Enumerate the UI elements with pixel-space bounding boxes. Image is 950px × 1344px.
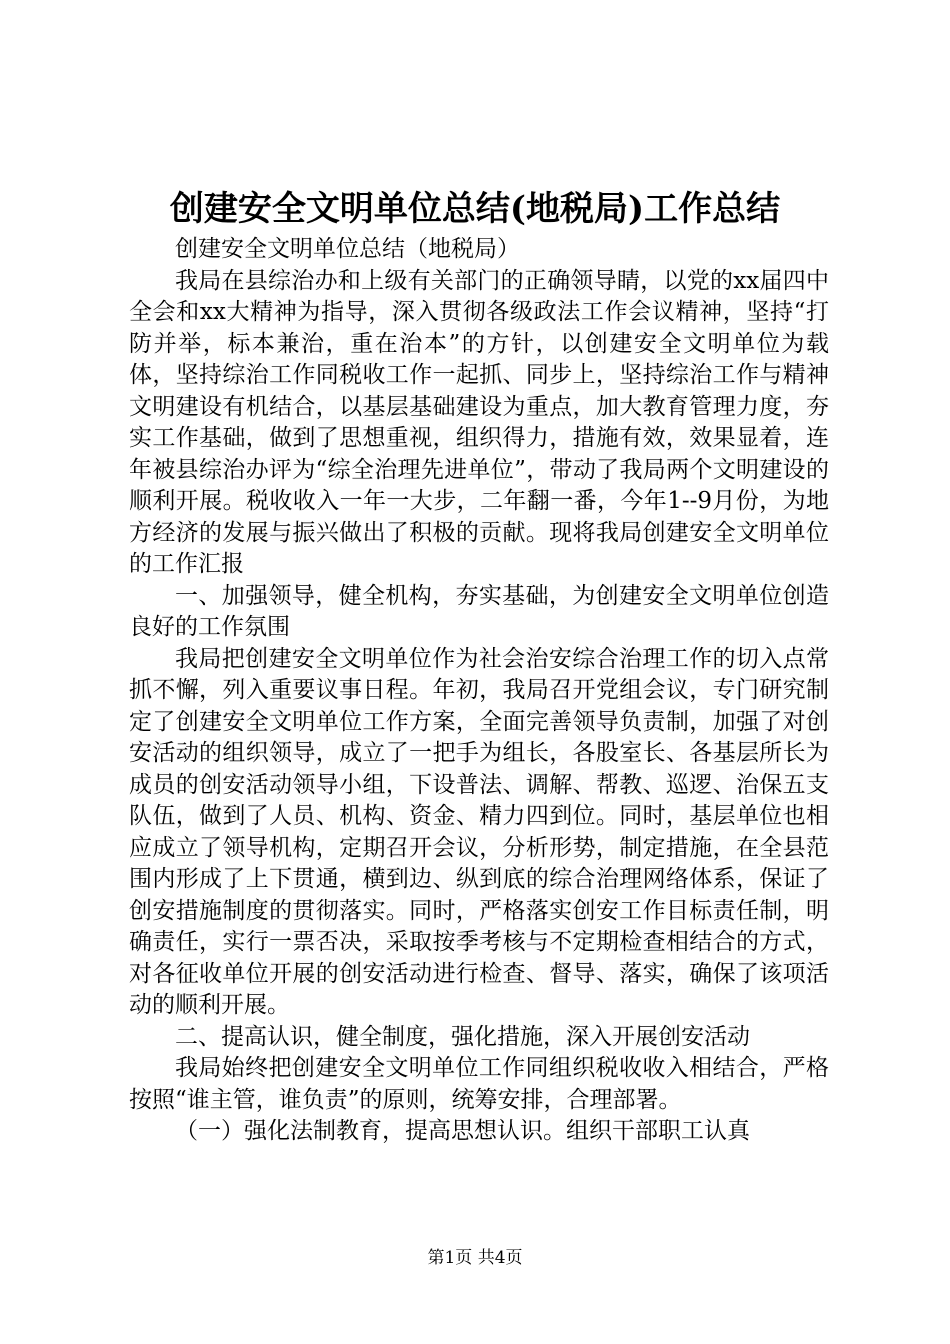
subtitle-paragraph: 创建安全文明单位总结（地税局） — [175, 236, 520, 262]
subsection-1-paragraph: （一）强化法制教育，提高思想认识。组织干部职工认真 — [175, 1118, 750, 1144]
intro-paragraph: 我局在县综治办和上级有关部门的正确领导睛，以党的xx届四中全会和xx大精神为指导，深入贯彻各级政法工作会议精神，坚持“打防并举，标本兼治，重在治本”的方针，以创建安全文明单位为载体，坚持综治工作同税收工作一起抓、同步上，坚持综治工作与精神文明建设有机结合，以基层基础建设为重点，加大教育管理力度，夯实工作基础，做到了思想重视，组织得力，措施有效，效果显着，连年被县综治办评为“综全治理先进单位”，带动了我局两个文明建设的顺利开展。税收收入一年一大步，二年翻一番，今年1--9月份，为地方经济的发展与振兴做出了积极的贡献。现将我局创建安全文明单位的工作汇报 — [129, 267, 829, 577]
section-heading-1: 一、加强领导，健全机构，夯实基础，为创建安全文明单位创造良好的工作氛围 — [129, 582, 829, 640]
section-heading-2: 二、提高认识，健全制度，强化措施，深入开展创安活动 — [175, 1023, 750, 1050]
section-2-paragraph: 我局始终把创建安全文明单位工作同组织税收收入相结合，严格按照“谁主管，谁负责”的原则，统筹安排，合理部署。 — [129, 1055, 829, 1113]
page-number-footer: 第1页 共4页 — [427, 1248, 523, 1268]
document-title: 创建安全文明单位总结(地税局)工作总结 — [169, 189, 781, 229]
document-body — [129, 234, 829, 1148]
section-1-paragraph: 我局把创建安全文明单位作为社会治安综合治理工作的切入点常抓不懈，列入重要议事日程。年初，我局召开党组会议，专门研究制定了创建安全文明单位工作方案，全面完善领导负责制，加强了对创安活动的组织领导，成立了一把手为组长，各股室长、各基层所长为成员的创安活动领导小组，下设普法、调解、帮教、巡逻、治保五支队伍，做到了人员、机构、资金、精力四到位。同时，基层单位也相应成立了领导机构，定期召开会议，分析形势，制定措施，在全县范围内形成了上下贯通，横到边、纵到底的综合治理网络体系，保证了创安措施制度的贯彻落实。同时，严格落实创安工作目标责任制，明确责任，实行一票否决，采取按季考核与不定期检查相结合的方式，对各征收单位开展的创安活动进行检查、督导、落实，确保了该项活动的顺利开展。 — [129, 645, 829, 1018]
